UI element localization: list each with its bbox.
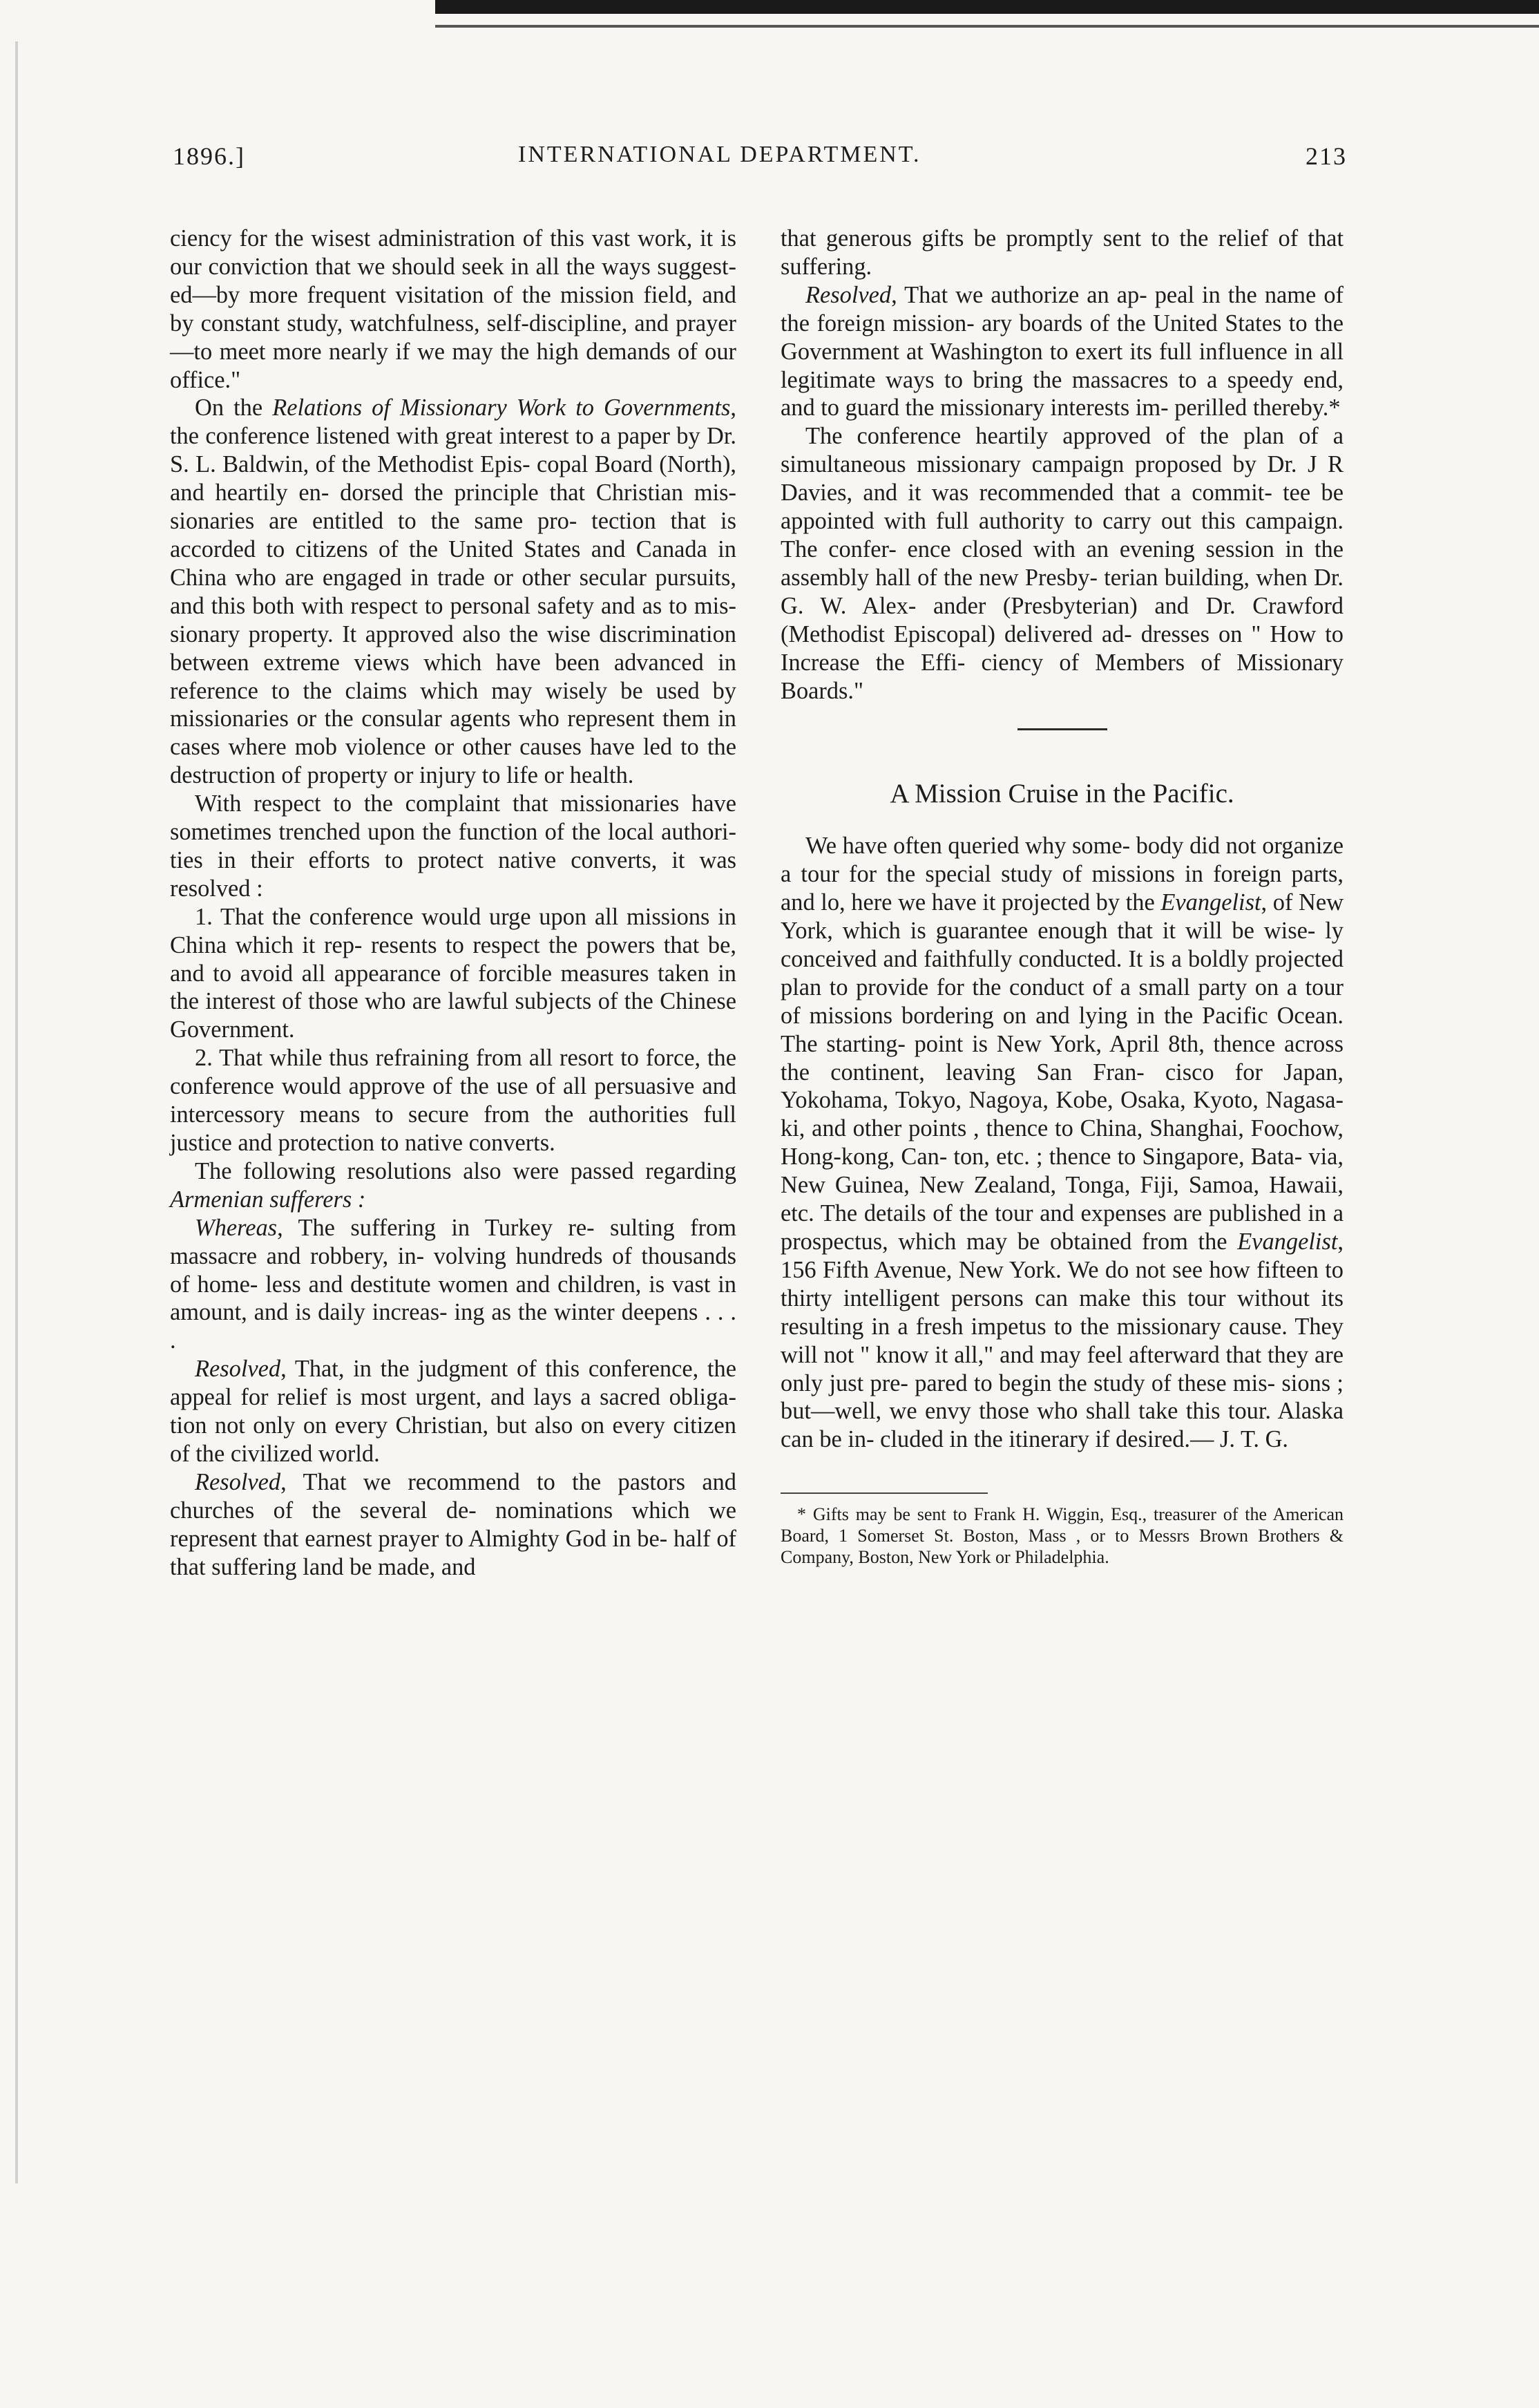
left-column	[170, 225, 736, 1582]
footnote: * Gifts may be sent to Frank H. Wiggin, Esq., treasurer of the American Board, 1 Somerset St. Boston, Mass , or to Messrs Brown Brothers & Company, Boston, New York or Philadelphia.	[781, 1504, 1344, 1568]
article-title: A Mission Cruise in the Pacific.	[890, 779, 1234, 809]
paragraph: Whereas, The suffering in Turkey re- sulting from massacre and robbery, in- volving hundreds of thousands of home- less and destitute women and children, is vast in amount, and is daily increas- ing as the winter deepens . . . .	[170, 1214, 736, 1354]
right-column	[781, 225, 1344, 1568]
paragraph: With respect to the complaint that missionaries have sometimes trenched upon the function of the local authori- ties in their efforts to protect native converts, it was resolved :	[170, 790, 736, 902]
header-section: INTERNATIONAL DEPARTMENT.	[518, 142, 921, 167]
paragraph: Resolved, That we authorize an ap- peal in the name of the foreign mission- ary boards of the United States to the Government at Washington to exert its full influence in all legitimate ways to bring the massacres to a speedy end, and to guard the missionary interests im- perilled thereby.*	[781, 281, 1344, 421]
section-divider	[1017, 728, 1107, 730]
scan-left-edge	[15, 41, 18, 2183]
article-paragraph: We have often queried why some- body did not organize a tour for the special study of missions in foreign parts, and lo, here we have it projected by the Evangelist, of New York, which is guarantee enough that it will be wise- ly conceived and faithfully conducted. It is a boldly projected plan to provide for the conduct of a small party on a tour of missions bordering on and lying in the Pacific Ocean. The starting- point is New York, April 8th, thence across the continent, leaving San Fran- cisco for Japan, Yokohama, Tokyo, Nagoya, Kobe, Osaka, Kyoto, Nagasa- ki, and other points , thence to China, Shanghai, Foochow, Hong-kong, Can- ton, etc. ; thence to Singapore, Bata- via, New Guinea, New Zealand, Tonga, Fiji, Samoa, Hawaii, etc. The details of the tour and expenses are published in a prospectus, which may be obtained from the Evangelist, 156 Fifth Avenue, New York. We do not see how fifteen to thirty intelligent persons can make this tour without its resulting in a fresh impetus to the missionary cause. They will not " know it all," and may feel afterward that they are only just pre- pared to begin the study of these mis- sions ; but—well, we envy those who shall take this tour. Alaska can be in- cluded in the itinerary if desired.— J. T. G.	[781, 833, 1344, 1453]
paragraph: ciency for the wisest administration of this vast work, it is our conviction that we should seek in all the ways suggest- ed—by more frequent visitation of the mission field, and by constant study, watchfulness, self-discipline, and prayer —to meet more nearly if we may the high demands of our office."	[170, 225, 736, 393]
paragraph: Resolved, That we recommend to the pastors and churches of the several de- nominations which we represent that earnest prayer to Almighty God in be- half of that suffering land be made, and	[170, 1468, 736, 1580]
paragraph: Resolved, That, in the judgment of this conference, the appeal for relief is most urgent, and lays a sacred obliga- tion not only on every Christian, but also on every citizen of the civilized world.	[170, 1356, 736, 1467]
paragraph: The conference heartily approved of the plan of a simultaneous missionary campaign proposed by Dr. J R Davies, and it was recommended that a commit- tee be appointed with full authority to carry out this campaign. The confer- ence closed with an evening session in the assembly hall of the new Presby- terian building, when Dr. G. W. Alex- ander (Presbyterian) and Dr. Crawford (Methodist Episcopal) delivered ad- dresses on " How to Increase the Effi- ciency of Members of Missionary Boards."	[781, 423, 1344, 704]
scan-top-border	[435, 0, 1539, 14]
running-header	[173, 142, 1347, 183]
paragraph: On the Relations of Missionary Work to Governments, the conference listened with great interest to a paper by Dr. S. L. Baldwin, of the Methodist Epis- copal Board (North), and heartily en- dorsed the principle that Christian mis- sionaries are entitled to the same pro- tection that is accorded to citizens of the United States and Canada in China who are engaged in trade or other secular pursuits, and this both with respect to personal safety and as to mis- sionary property. It approved also the wise discrimination between extreme views which have been advanced in reference to the claims which may wisely be used by missionaries or the consular agents who represent them in cases where mob violence or other causes have led to the destruction of property or injury to life or health.	[170, 395, 736, 789]
header-year: 1896.]	[173, 142, 245, 170]
paragraph: 2. That while thus refraining from all resort to force, the conference would approve of the use of all persuasive and intercessory means to secure from the authorities full justice and protection to native converts.	[170, 1045, 736, 1156]
paragraph: The following resolutions also were passed regarding Armenian sufferers :	[170, 1157, 736, 1213]
scan-top-border-thin	[435, 25, 1539, 28]
header-page-number: 213	[1306, 142, 1347, 170]
paragraph: that generous gifts be promptly sent to the relief of that suffering.	[781, 225, 1344, 280]
footnote-divider	[781, 1492, 988, 1494]
paragraph: 1. That the conference would urge upon all missions in China which it rep- resents to respect the powers that be, and to avoid all appearance of forcible measures taken in the interest of those who are lawful subjects of the Chinese Government.	[170, 903, 736, 1043]
